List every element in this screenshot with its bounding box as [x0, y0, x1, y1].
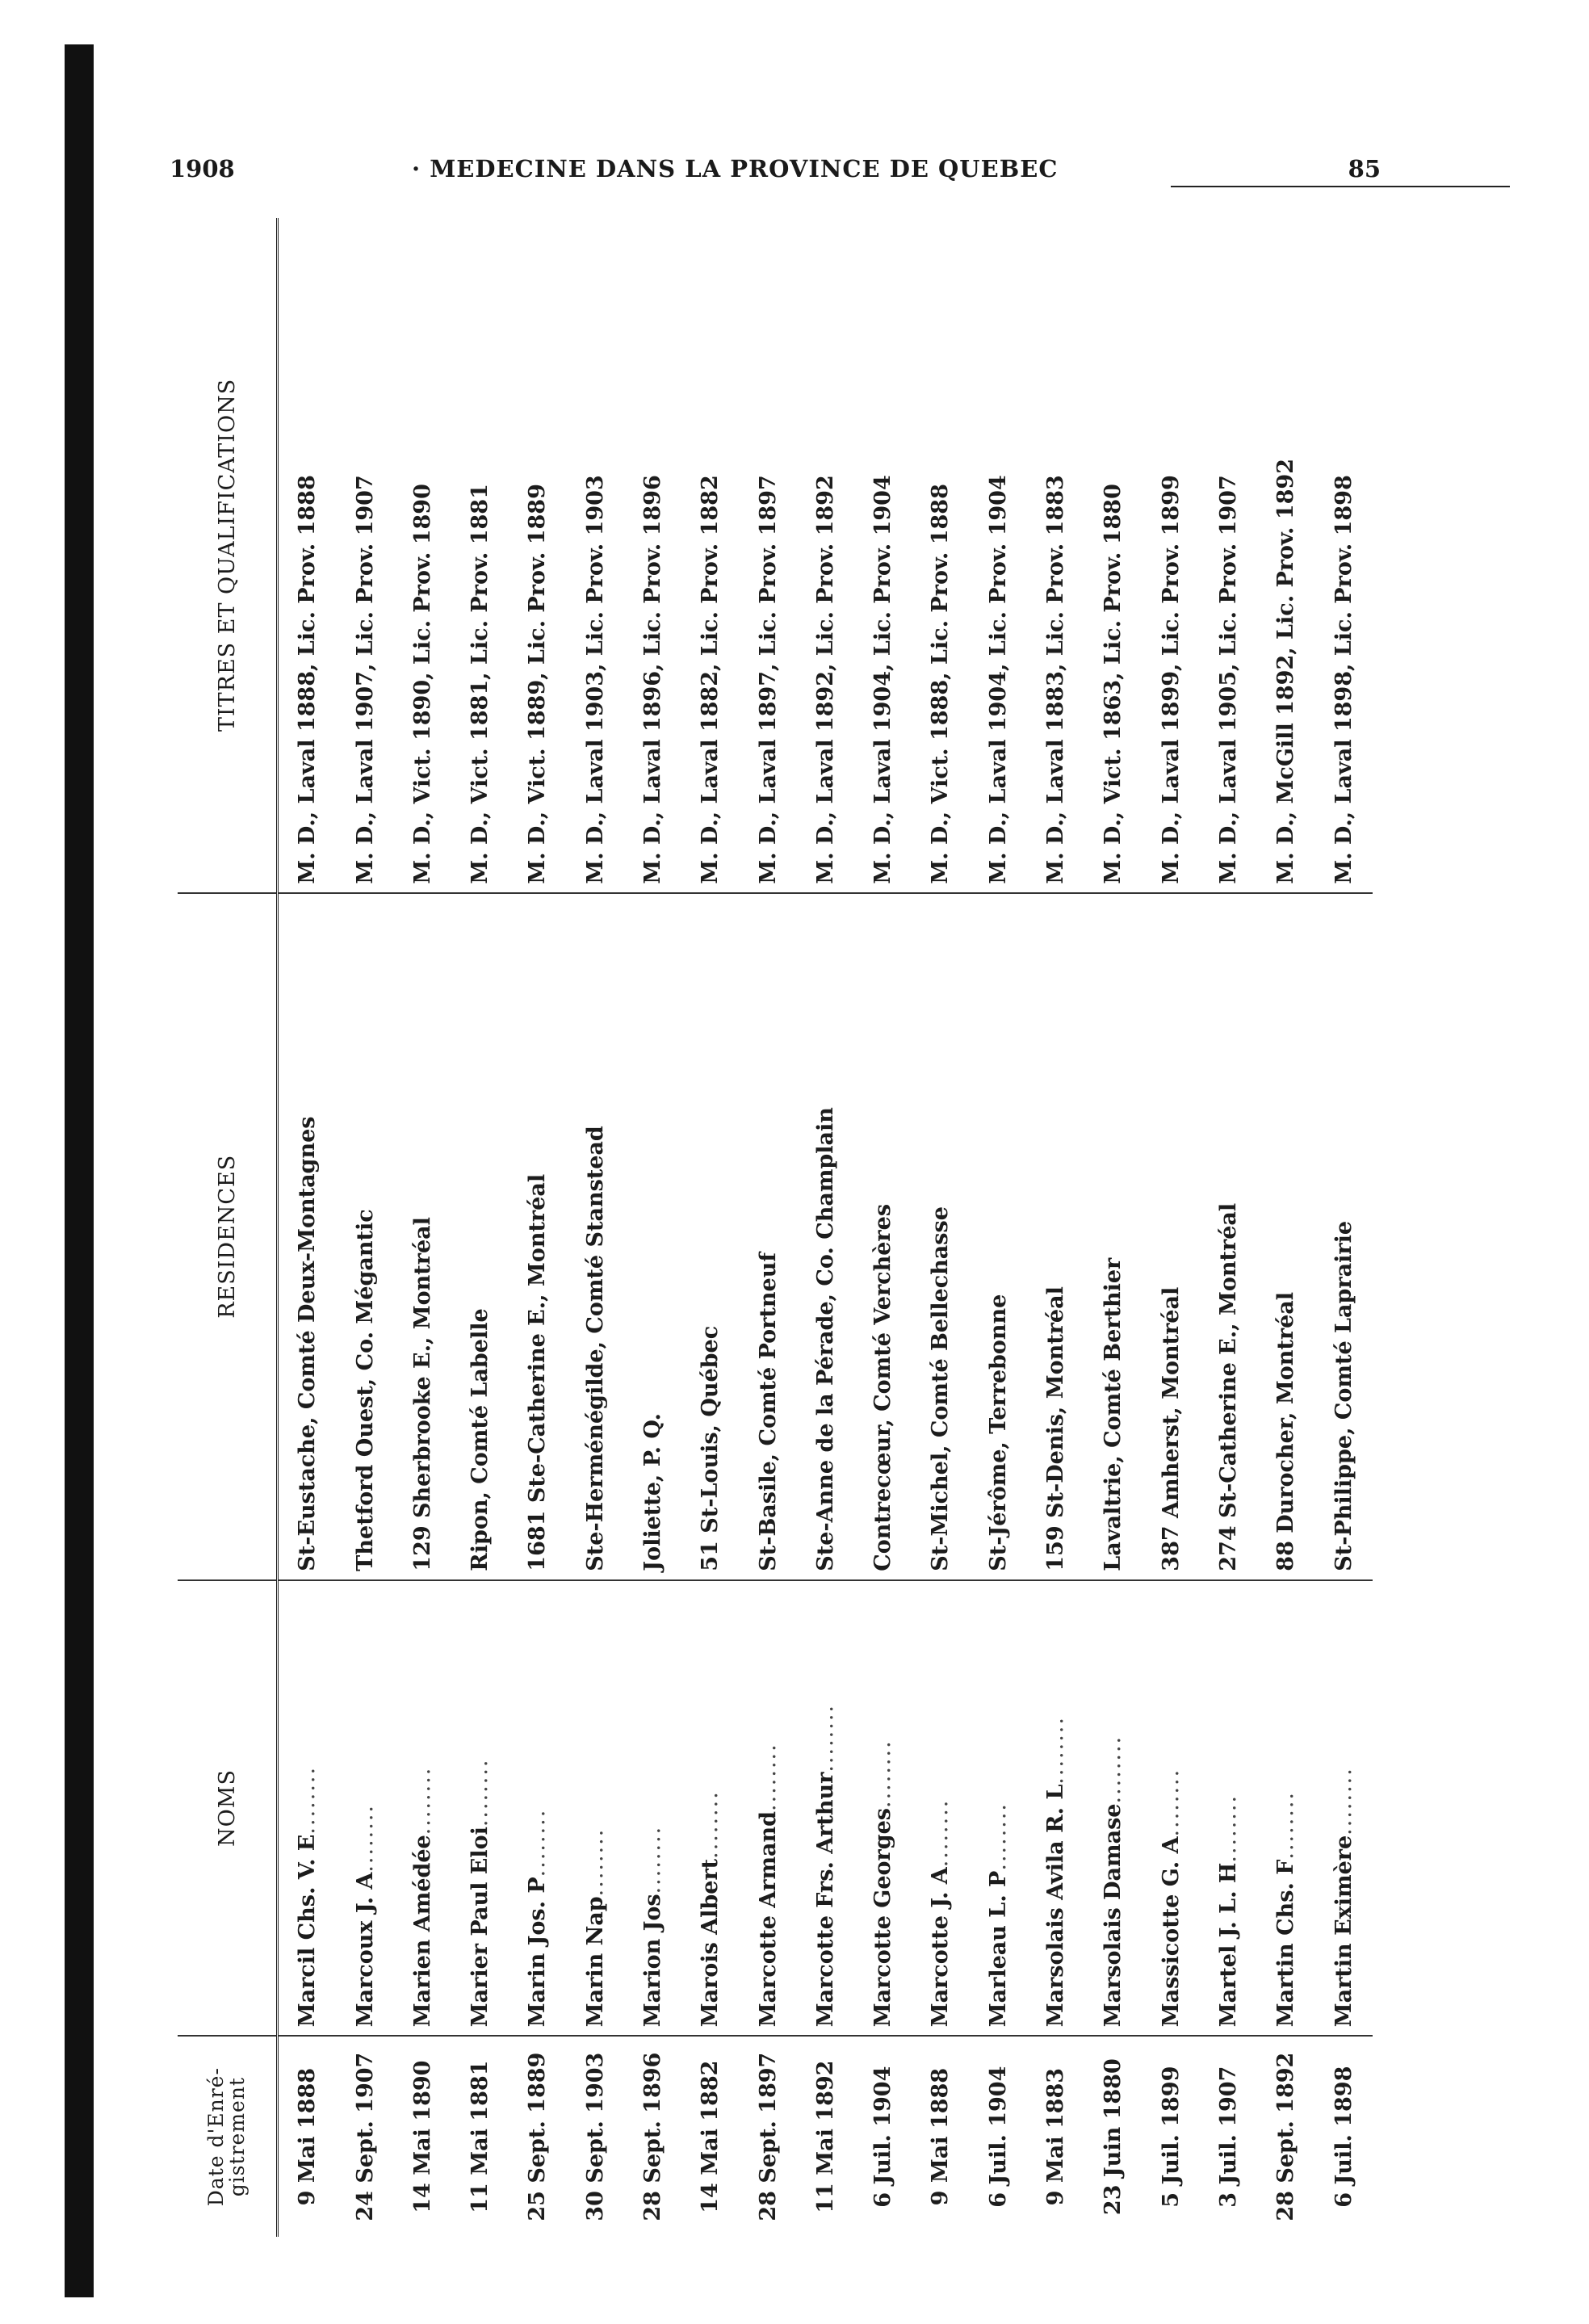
entry-residence-text: Joliette, P. Q.: [640, 1413, 665, 1571]
table-row: [1027, 218, 1084, 2237]
entry-name-text: Marcotte Armand: [755, 1810, 781, 2028]
entry-date: [509, 2036, 566, 2237]
entry-name-text: Marcotte Georges: [870, 1807, 896, 2028]
entry-date: [1257, 2036, 1314, 2237]
entry-residence: [1084, 893, 1142, 1580]
entry-titles-text: M. D., Laval 1897, Lic. Prov. 1897: [755, 475, 781, 884]
entry-date-text: 30 Sept. 1903: [582, 2052, 608, 2221]
entry-residence-text: 387 Amherst, Montréal: [1158, 1286, 1184, 1571]
entry-name-text: Marin Jos. P: [525, 1877, 551, 2028]
header-year: 1908: [170, 155, 235, 182]
entry-name: [624, 1580, 681, 2037]
table-row: [1257, 218, 1314, 2237]
rotated-table-wrapper: [178, 218, 1373, 2237]
leader-dots: ........: [409, 1766, 435, 1835]
entry-titles-text: M. D., McGill 1892, Lic. Prov. 1892: [1273, 459, 1299, 884]
entry-titles: [854, 218, 912, 893]
entry-name-text: Marcil Chs. V. E: [295, 1834, 321, 2028]
entry-name-text: Marleau L. P: [985, 1870, 1011, 2028]
entry-name-text: Marier Paul Eloi: [467, 1827, 493, 2028]
table-row: [970, 218, 1027, 2237]
entry-date-text: 11 Mai 1881: [467, 2060, 493, 2213]
entry-residence: [278, 893, 337, 1580]
entry-date: [739, 2036, 796, 2237]
entry-date: [336, 2036, 393, 2237]
entry-titles: [624, 218, 681, 893]
entry-titles: [394, 218, 451, 893]
entry-date-text: 14 Mai 1890: [409, 2060, 435, 2213]
entry-date: [1314, 2036, 1373, 2237]
entry-titles-text: M. D., Laval 1907, Lic. Prov. 1907: [352, 475, 378, 884]
entry-name: [567, 1580, 624, 2037]
table-row: [336, 218, 393, 2237]
entry-date: [854, 2036, 912, 2237]
entry-date: [1084, 2036, 1142, 2237]
leader-dots: ........: [755, 1743, 781, 1811]
running-head: [170, 155, 1381, 191]
entry-residence: [970, 893, 1027, 1580]
entry-titles-text: M. D., Laval 1905, Lic. Prov. 1907: [1215, 475, 1241, 884]
entry-name: [451, 1580, 509, 2037]
entry-titles: [1027, 218, 1084, 893]
entry-residence-text: Ripon, Comté Labelle: [467, 1308, 493, 1571]
table-row: [567, 218, 624, 2237]
entry-date-text: 9 Mai 1883: [1043, 2067, 1069, 2206]
entry-name-text: Massicotte G. A: [1158, 1836, 1184, 2028]
entry-titles: [1142, 218, 1200, 893]
entry-residence-text: Thetford Ouest, Co. Mégantic: [352, 1209, 378, 1571]
entry-name: [336, 1580, 393, 2037]
table-row: [1200, 218, 1257, 2237]
entry-residence-text: Lavaltrie, Comté Berthier: [1101, 1257, 1126, 1571]
entry-titles: [509, 218, 566, 893]
leader-dots: ........: [467, 1758, 493, 1827]
entry-name: [1084, 1580, 1142, 2037]
entry-name-text: Marion Jos: [640, 1894, 665, 2028]
leader-dots: ........: [928, 1798, 954, 1868]
entry-name-text: Marcotte J. A: [928, 1867, 954, 2028]
entry-date-text: 28 Sept. 1896: [640, 2052, 665, 2221]
leader-dots: ........: [698, 1790, 723, 1859]
entry-titles: [912, 218, 969, 893]
entry-date-text: 5 Juil. 1899: [1158, 2066, 1184, 2208]
entry-date-text: 14 Mai 1882: [698, 2060, 723, 2213]
entry-titles-text: M. D., Vict. 1881, Lic. Prov. 1881: [467, 484, 493, 884]
entry-date-text: 25 Sept. 1889: [525, 2052, 551, 2221]
table-row: [739, 218, 796, 2237]
entry-residence-text: 88 Durocher, Montréal: [1273, 1291, 1299, 1571]
entry-date-text: 28 Sept. 1892: [1273, 2052, 1299, 2221]
entry-name-text: Marcoux J. A: [352, 1872, 378, 2028]
header-title: · MEDECINE DANS LA PROVINCE DE QUEBEC: [412, 155, 1059, 182]
entry-name-text: Martin Eximère: [1331, 1835, 1356, 2028]
leader-dots: ........: [870, 1739, 896, 1808]
leader-dots: ........: [582, 1827, 608, 1897]
entry-titles-text: M. D., Laval 1892, Lic. Prov. 1892: [812, 475, 838, 884]
entry-residence: [739, 893, 796, 1580]
table-row: [1142, 218, 1200, 2237]
entry-titles: [336, 218, 393, 893]
entry-date-text: 23 Juin 1880: [1101, 2058, 1126, 2216]
leader-dots: ........: [1215, 1793, 1241, 1863]
column-header-residences: RESIDENCES: [178, 893, 278, 1580]
table-row: [854, 218, 912, 2237]
register-table: [178, 218, 1373, 2237]
entry-residence-text: St-Eustache, Comté Deux-Montagnes: [295, 1116, 321, 1571]
entry-titles: [1200, 218, 1257, 893]
entry-date-text: 6 Juil. 1904: [985, 2066, 1011, 2208]
entry-name-text: Marsolais Damase: [1101, 1803, 1126, 2028]
leader-dots: ........: [1273, 1790, 1299, 1860]
page-binding-edge: [65, 44, 94, 2297]
table-row: [624, 218, 681, 2237]
entry-titles-text: M. D., Vict. 1863, Lic. Prov. 1880: [1101, 484, 1126, 884]
table-row: [451, 218, 509, 2237]
table-row: [1084, 218, 1142, 2237]
entry-date: [278, 2036, 337, 2237]
table-row: [394, 218, 451, 2237]
entry-name: [1142, 1580, 1200, 2037]
entry-date: [451, 2036, 509, 2237]
entry-name-text: Marcotte Frs. Arthur: [812, 1772, 838, 2028]
entry-titles-text: M. D., Laval 1898, Lic. Prov. 1898: [1331, 475, 1356, 884]
entry-residence-text: 51 St-Louis, Québec: [698, 1325, 723, 1571]
entry-residence: [1142, 893, 1200, 1580]
entry-residence: [394, 893, 451, 1580]
entry-residence: [567, 893, 624, 1580]
column-header-date: Date d'Enré- gistrement: [178, 2036, 278, 2237]
entry-residence: [1314, 893, 1373, 1580]
entry-residence-text: Contrecœur, Comté Verchères: [870, 1203, 896, 1571]
entry-titles: [681, 218, 739, 893]
leader-dots: ........: [525, 1808, 551, 1877]
entry-name-text: Martel J. L. H: [1215, 1862, 1241, 2028]
entry-residence: [336, 893, 393, 1580]
entry-titles-text: M. D., Vict. 1890, Lic. Prov. 1890: [409, 484, 435, 884]
entry-name: [394, 1580, 451, 2037]
entry-residence-text: St-Michel, Comté Bellechasse: [928, 1206, 954, 1571]
table-row: [912, 218, 969, 2237]
entry-titles: [1257, 218, 1314, 893]
entry-titles: [451, 218, 509, 893]
entry-date: [1027, 2036, 1084, 2237]
entry-titles-text: M. D., Laval 1903, Lic. Prov. 1903: [582, 475, 608, 884]
entry-name: [1027, 1580, 1084, 2037]
entry-residence: [912, 893, 969, 1580]
entry-residence: [451, 893, 509, 1580]
entry-name: [509, 1580, 566, 2037]
entry-name-text: Marin Nap: [582, 1896, 608, 2028]
entry-name: [970, 1580, 1027, 2037]
entry-residence-text: St-Jérôme, Terrebonne: [985, 1294, 1011, 1571]
entry-name-text: Marien Amédée: [409, 1835, 435, 2028]
entry-date-text: 11 Mai 1892: [812, 2060, 838, 2213]
entry-date: [912, 2036, 969, 2237]
entry-residence-text: Ste-Anne de la Pérade, Co. Champlain: [812, 1107, 838, 1571]
entry-date-text: 9 Mai 1888: [928, 2067, 954, 2206]
entry-titles-text: M. D., Laval 1904, Lic. Prov. 1904: [870, 475, 896, 884]
entry-residence: [1027, 893, 1084, 1580]
entry-date: [970, 2036, 1027, 2237]
column-header-names: NOMS: [178, 1580, 278, 2037]
entry-date-text: 3 Juil. 1907: [1215, 2066, 1241, 2208]
entry-date: [1200, 2036, 1257, 2237]
entry-name-text: Martin Chs. F: [1273, 1859, 1299, 2028]
leader-dots: ........: [295, 1765, 321, 1835]
entry-date: [394, 2036, 451, 2237]
page-number: 85: [1348, 155, 1381, 182]
entry-name: [854, 1580, 912, 2037]
leader-dots: ........: [352, 1804, 378, 1873]
entry-titles: [970, 218, 1027, 893]
entry-date-text: 28 Sept. 1897: [755, 2052, 781, 2221]
entry-date-text: 24 Sept. 1907: [352, 2052, 378, 2221]
entry-residence: [681, 893, 739, 1580]
entry-titles-text: M. D., Laval 1899, Lic. Prov. 1899: [1158, 475, 1184, 884]
entry-date: [624, 2036, 681, 2237]
entry-titles: [278, 218, 337, 893]
entry-titles: [1314, 218, 1373, 893]
entry-titles-text: M. D., Laval 1883, Lic. Prov. 1883: [1043, 475, 1069, 884]
entry-titles-text: M. D., Vict. 1888, Lic. Prov. 1888: [928, 484, 954, 884]
entry-name: [681, 1580, 739, 2037]
entry-titles-text: M. D., Laval 1882, Lic. Prov. 1882: [698, 475, 723, 884]
entry-date-text: 6 Juil. 1904: [870, 2066, 896, 2208]
leader-dots: ........: [1331, 1767, 1356, 1835]
entry-titles-text: M. D., Laval 1888, Lic. Prov. 1888: [295, 475, 321, 884]
entry-residence-text: 1681 Ste-Catherine E., Montréal: [525, 1173, 551, 1571]
entry-name: [797, 1580, 854, 2037]
entry-date-text: 6 Juil. 1898: [1331, 2066, 1356, 2208]
entry-date: [681, 2036, 739, 2237]
entry-residence: [624, 893, 681, 1580]
entry-date: [567, 2036, 624, 2237]
leader-dots: ........: [1101, 1735, 1126, 1804]
entry-name: [912, 1580, 969, 2037]
entry-residence-text: 129 Sherbrooke E., Montréal: [409, 1217, 435, 1571]
entry-name: [1200, 1580, 1257, 2037]
leader-dots: ........: [1043, 1716, 1069, 1785]
entry-residence-text: St-Philippe, Comté Laprairie: [1331, 1220, 1356, 1571]
leader-dots: ........: [985, 1802, 1011, 1871]
entry-name-text: Marois Albert: [698, 1858, 723, 2028]
entry-residence-text: 159 St-Denis, Montréal: [1043, 1286, 1069, 1571]
entry-residence-text: Ste-Herménégilde, Comté Stanstead: [582, 1126, 608, 1571]
table-header-row: [178, 218, 278, 2237]
entry-titles-text: M. D., Vict. 1889, Lic. Prov. 1889: [525, 484, 551, 884]
table-row: [681, 218, 739, 2237]
table-row: [509, 218, 566, 2237]
entry-name-text: Marsolais Avila R. L: [1043, 1784, 1069, 2028]
entry-name: [739, 1580, 796, 2037]
entry-name: [1314, 1580, 1373, 2037]
entry-name: [278, 1580, 337, 2037]
entry-titles: [739, 218, 796, 893]
entry-titles: [797, 218, 854, 893]
leader-dots: ........: [640, 1825, 665, 1894]
table-row: [1314, 218, 1373, 2237]
entry-name: [1257, 1580, 1314, 2037]
entry-titles-text: M. D., Laval 1904, Lic. Prov. 1904: [985, 475, 1011, 884]
entry-residence: [1200, 893, 1257, 1580]
entry-date-text: 9 Mai 1888: [295, 2067, 321, 2206]
entry-titles-text: M. D., Laval 1896, Lic. Prov. 1896: [640, 475, 665, 884]
table-row: [278, 218, 337, 2237]
entry-titles: [1084, 218, 1142, 893]
leader-dots: ........: [812, 1703, 838, 1772]
column-header-titles: TITRES ET QUALIFICATIONS: [178, 218, 278, 893]
entry-titles: [567, 218, 624, 893]
entry-residence-text: St-Basile, Comté Portneuf: [755, 1252, 781, 1571]
entry-date: [1142, 2036, 1200, 2237]
entry-residence: [1257, 893, 1314, 1580]
entry-date: [797, 2036, 854, 2237]
entry-residence: [797, 893, 854, 1580]
table-body: [278, 218, 1373, 2237]
table-row: [797, 218, 854, 2237]
header-rule: [1171, 186, 1510, 187]
leader-dots: ........: [1158, 1768, 1184, 1837]
entry-residence: [854, 893, 912, 1580]
entry-residence-text: 274 St-Catherine E., Montréal: [1215, 1202, 1241, 1571]
entry-residence: [509, 893, 566, 1580]
